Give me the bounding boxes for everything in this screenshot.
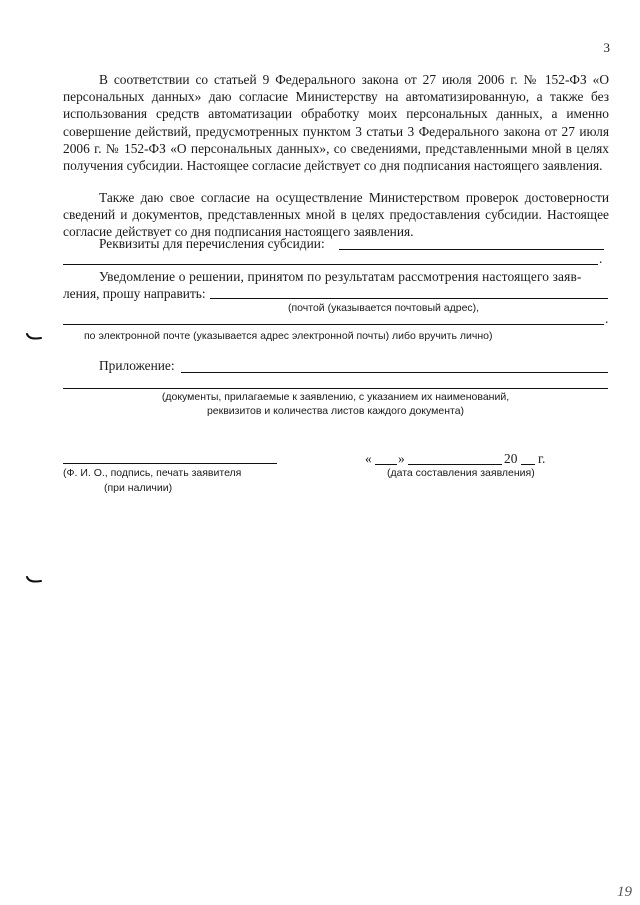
date-close-quote: » (398, 451, 405, 466)
date-day-line[interactable] (375, 464, 397, 465)
scan-mark-icon (26, 333, 42, 341)
page-number: 3 (603, 40, 610, 55)
date-year-line[interactable] (521, 464, 535, 465)
requisites-field-line[interactable] (339, 249, 604, 250)
verification-paragraph (63, 189, 609, 241)
caption-postal: (почтой (указывается почтовый адрес), (288, 302, 480, 314)
line-end-period: . (599, 251, 603, 266)
postal-address-line[interactable] (210, 298, 608, 299)
attachment-line-1[interactable] (181, 372, 608, 373)
notice-line-2: ления, прошу направить: (63, 286, 206, 301)
date-year-prefix: 20 (504, 451, 518, 466)
date-caption: (дата составления заявления) (387, 467, 535, 479)
consent-text: В соответствии со статьей 9 Федерального закона от 27 июля 2006 г. № 152-ФЗ «О персональных данных» даю согласие Министерству на автоматизированную, а также без использования средств автоматизации обработку моих персональных данных, а именно совершение действий, предусмотренных пунктом 3 статьи 3 Федерального закона от 27 июля 2006 г. № 152-ФЗ «О персональных данных», со сведениями, представленными мной в целях получения субсидии. Настоящее согласие действует со дня подписания настоящего заявления. (63, 72, 609, 174)
scan-mark-icon (26, 576, 42, 584)
requisites-label: Реквизиты для перечисления субсидии: (99, 236, 325, 251)
consent-paragraph (63, 71, 609, 174)
attachment-line-2[interactable] (63, 388, 608, 389)
notice-line-1: Уведомление о решении, принятом по результатам рассмотрения настоящего заяв- (99, 269, 582, 284)
date-year-suffix: г. (538, 451, 546, 466)
line-end-period-2: . (605, 311, 609, 326)
signature-caption-2: (при наличии) (104, 482, 173, 494)
date-month-line[interactable] (408, 464, 502, 465)
caption-docs-1: (документы, прилагаемые к заявлению, с указанием их наименований, (161, 391, 510, 403)
email-address-line[interactable] (63, 324, 604, 325)
caption-docs-2: реквизитов и количества листов каждого документа) (206, 405, 465, 417)
requisites-field-line-2[interactable] (63, 264, 598, 265)
signature-line[interactable] (63, 463, 277, 464)
corner-scribble: 19 (617, 884, 632, 900)
attachment-label: Приложение: (99, 358, 175, 373)
caption-email: по электронной почте (указывается адрес электронной почты) либо вручить лично) (84, 330, 493, 342)
signature-caption-1: (Ф. И. О., подпись, печать заявителя (63, 467, 242, 479)
date-open-quote: « (365, 451, 372, 466)
verification-text: Также даю свое согласие на осуществление Министерством проверок достоверности сведений и документов, представленных мной в целях предоставления субсидии. Настоящее согласие действует со дня подписания настоящего заявления. (63, 190, 609, 240)
